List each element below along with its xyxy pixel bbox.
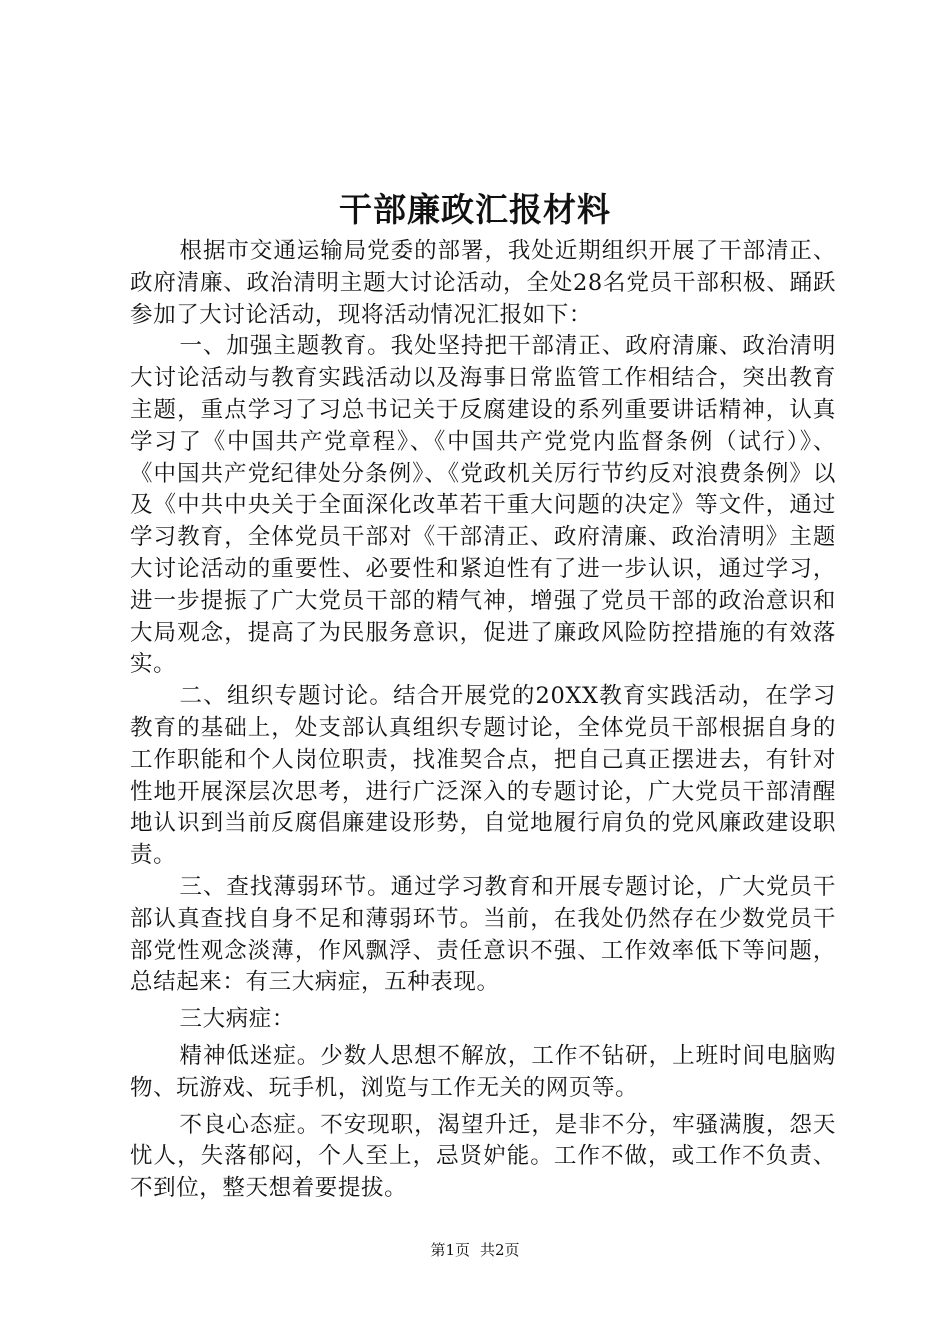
- paragraph-section-3: 三、查找薄弱环节。通过学习教育和开展专题讨论，广大党员干部认真查找自身不足和薄弱环节。当前，在我处仍然存在少数党员干部党性观念淡薄，作风飘浮、责任意识不强、工作效率低下等问题，总结起来：有三大病症，五种表现。: [130, 873, 836, 996]
- paragraph-symptom-2: 不良心态症。不安现职，渴望升迁，是非不分，牢骚满腹，怨天忧人，失落郁闷，个人至上，忌贤妒能。工作不做，或工作不负责、不到位，整天想着要提拔。: [130, 1111, 836, 1202]
- page-number-current: 第1页: [430, 1241, 470, 1259]
- paragraph-three-symptoms-heading: 三大病症：: [179, 1006, 296, 1033]
- paragraph-intro: 根据市交通运输局党委的部署，我处近期组织开展了干部清正、政府清廉、政治清明主题大讨论活动，全处28名党员干部积极、踊跃参加了大讨论活动，现将活动情况汇报如下：: [130, 238, 836, 328]
- paragraph-section-2: 二、组织专题讨论。结合开展党的20XX教育实践活动，在学习教育的基础上，处支部认真组织专题讨论，全体党员干部根据自身的工作职能和个人岗位职责，找准契合点，把自己真正摆进去，有针对性地开展深层次思考，进行广泛深入的专题讨论，广大党员干部清醒地认识到当前反腐倡廉建设形势，自觉地履行肩负的党风廉政建设职责。: [130, 683, 836, 869]
- document-title: 干部廉政汇报材料: [339, 190, 611, 229]
- paragraph-symptom-1: 精神低迷症。少数人思想不解放，工作不钻研，上班时间电脑购物、玩游戏、玩手机，浏览与工作无关的网页等。: [130, 1042, 836, 1101]
- page-number-total: 共2页: [480, 1241, 520, 1259]
- paragraph-section-1: 一、加强主题教育。我处坚持把干部清正、政府清廉、政治清明大讨论活动与教育实践活动以及海事日常监管工作相结合，突出教育主题，重点学习了习总书记关于反腐建设的系列重要讲话精神，认真学习了《中国共产党章程》、《中国共产党党内监督条例（试行）》、《中国共产党纪律处分条例》、《党政机关厉行节约反对浪费条例》以及《中共中央关于全面深化改革若干重大问题的决定》等文件，通过学习教育，全体党员干部对《干部清正、政府清廉、政治清明》主题大讨论活动的重要性、必要性和紧迫性有了进一步认识，通过学习，进一步提振了广大党员干部的精气神，增强了党员干部的政治意识和大局观念，提高了为民服务意识，促进了廉政风险防控措施的有效落实。: [130, 333, 836, 678]
- page-footer: [0, 1240, 950, 1260]
- document-body: [130, 236, 836, 1205]
